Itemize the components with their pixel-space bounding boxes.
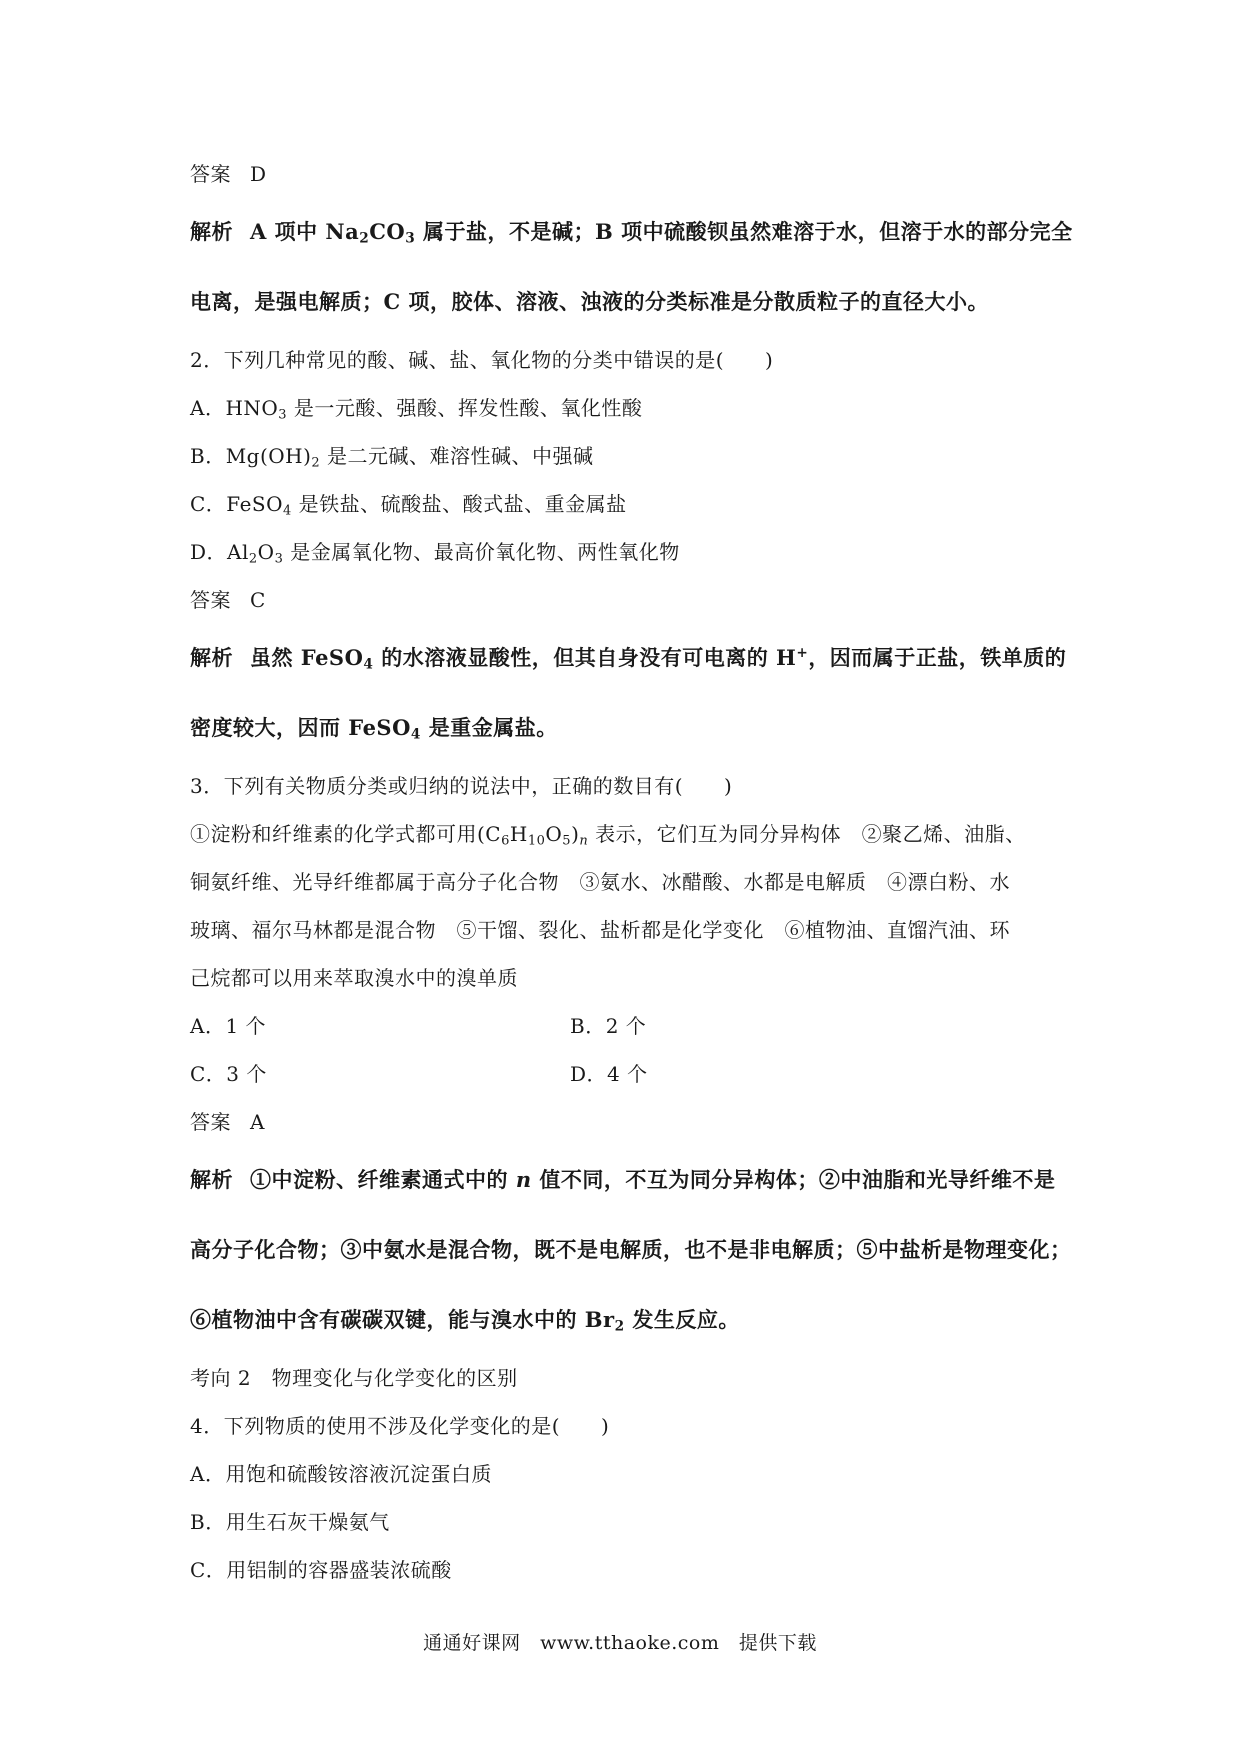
option-a: A．用饱和硫酸铵溶液沉淀蛋白质 <box>190 1462 492 1486</box>
option-b: B．$Mg(OH)_2$ 是二元碱、难溶性碱、中强碱 <box>190 444 594 471</box>
question-stem: 2．下列几种常见的酸、碱、盐、氧化物的分类中错误的是( ) <box>190 348 774 372</box>
answer-label: 答案 <box>190 162 231 186</box>
section-heading: 考向 2 物理变化与化学变化的区别 <box>190 1366 518 1390</box>
option-c: C．3 个 <box>190 1062 267 1086</box>
option-d: D．$Al_2O_3$ 是金属氧化物、最高价氧化物、两性氧化物 <box>190 540 680 567</box>
answer-line <box>190 1108 1070 1136</box>
analysis-label: 解析 <box>190 1167 233 1192</box>
document-page <box>190 160 1073 1584</box>
analysis-line: 解析 ①中淀粉、纤维素通式中的 n 值不同，不互为同分异构体；②中油脂和光导纤维不是 <box>190 1167 1056 1192</box>
analysis-line: ⑥植物油中含有碳碳双键，能与溴水中的 $Br_2$ 发生反应。 <box>190 1307 740 1335</box>
option-d: D．4 个 <box>570 1062 648 1086</box>
answer-label: 答案 <box>190 1110 231 1134</box>
analysis-line: 解析 虽然 FeSO$_4$ 的水溶液显酸性，但其自身没有可电离的 H+，因而属于正盐，铁单质的 <box>190 644 1067 673</box>
option-a: A．1 个 <box>190 1014 267 1038</box>
analysis-line: 高分子化合物；③中氨水是混合物，既不是电解质，也不是非电解质；⑤中盐析是物理变化； <box>190 1237 1072 1262</box>
option-a: A．$HNO_3$ 是一元酸、强酸、挥发性酸、氧化性酸 <box>190 396 643 423</box>
statement-line: 铜氨纤维、光导纤维都属于高分子化合物 ③氨水、冰醋酸、水都是电解质 ④漂白粉、水 <box>190 870 1010 894</box>
analysis-line: 解析 A 项中 $Na_2CO_3$ 属于盐，不是碱；B 项中硫酸钡虽然难溶于水，但溶于水的部分完全 <box>190 219 1073 247</box>
option-c: C．用铝制的容器盛装浓硫酸 <box>190 1558 452 1582</box>
option-b: B．2 个 <box>570 1014 647 1038</box>
options-row <box>190 1012 1070 1040</box>
answer-line <box>190 586 1070 614</box>
page-footer: 通通好课网 www.tthaoke.com 提供下载 <box>423 1632 817 1654</box>
option-b: B．用生石灰干燥氨气 <box>190 1510 390 1534</box>
option-c: C．FeSO$_4$ 是铁盐、硫酸盐、酸式盐、重金属盐 <box>190 492 627 519</box>
answer-line <box>190 160 1070 188</box>
statement-line: 己烷都可以用来萃取溴水中的溴单质 <box>190 966 518 990</box>
analysis-label: 解析 <box>190 219 233 244</box>
analysis-line: 密度较大，因而 FeSO$_4$ 是重金属盐。 <box>190 715 558 743</box>
analysis-label: 解析 <box>190 645 233 670</box>
statement-line: ①淀粉和纤维素的化学式都可用$(C_6H_{10}O_5)_n$ 表示，它们互为同分异构体 ②聚乙烯、油脂、 <box>190 822 1026 849</box>
question-stem: 4．下列物质的使用不涉及化学变化的是( ) <box>190 1414 610 1438</box>
analysis-line: 电离，是强电解质；C 项，胶体、溶液、浊液的分类标准是分散质粒子的直径大小。 <box>190 289 990 314</box>
answer-label: 答案 <box>190 588 231 612</box>
answer-value: A <box>250 1110 265 1134</box>
question-stem: 3．下列有关物质分类或归纳的说法中，正确的数目有( ) <box>190 774 733 798</box>
statement-line: 玻璃、福尔马林都是混合物 ⑤干馏、裂化、盐析都是化学变化 ⑥植物油、直馏汽油、环 <box>190 918 1010 942</box>
options-row <box>190 1060 1070 1088</box>
answer-value: C <box>250 588 266 612</box>
answer-value: D <box>250 162 267 186</box>
